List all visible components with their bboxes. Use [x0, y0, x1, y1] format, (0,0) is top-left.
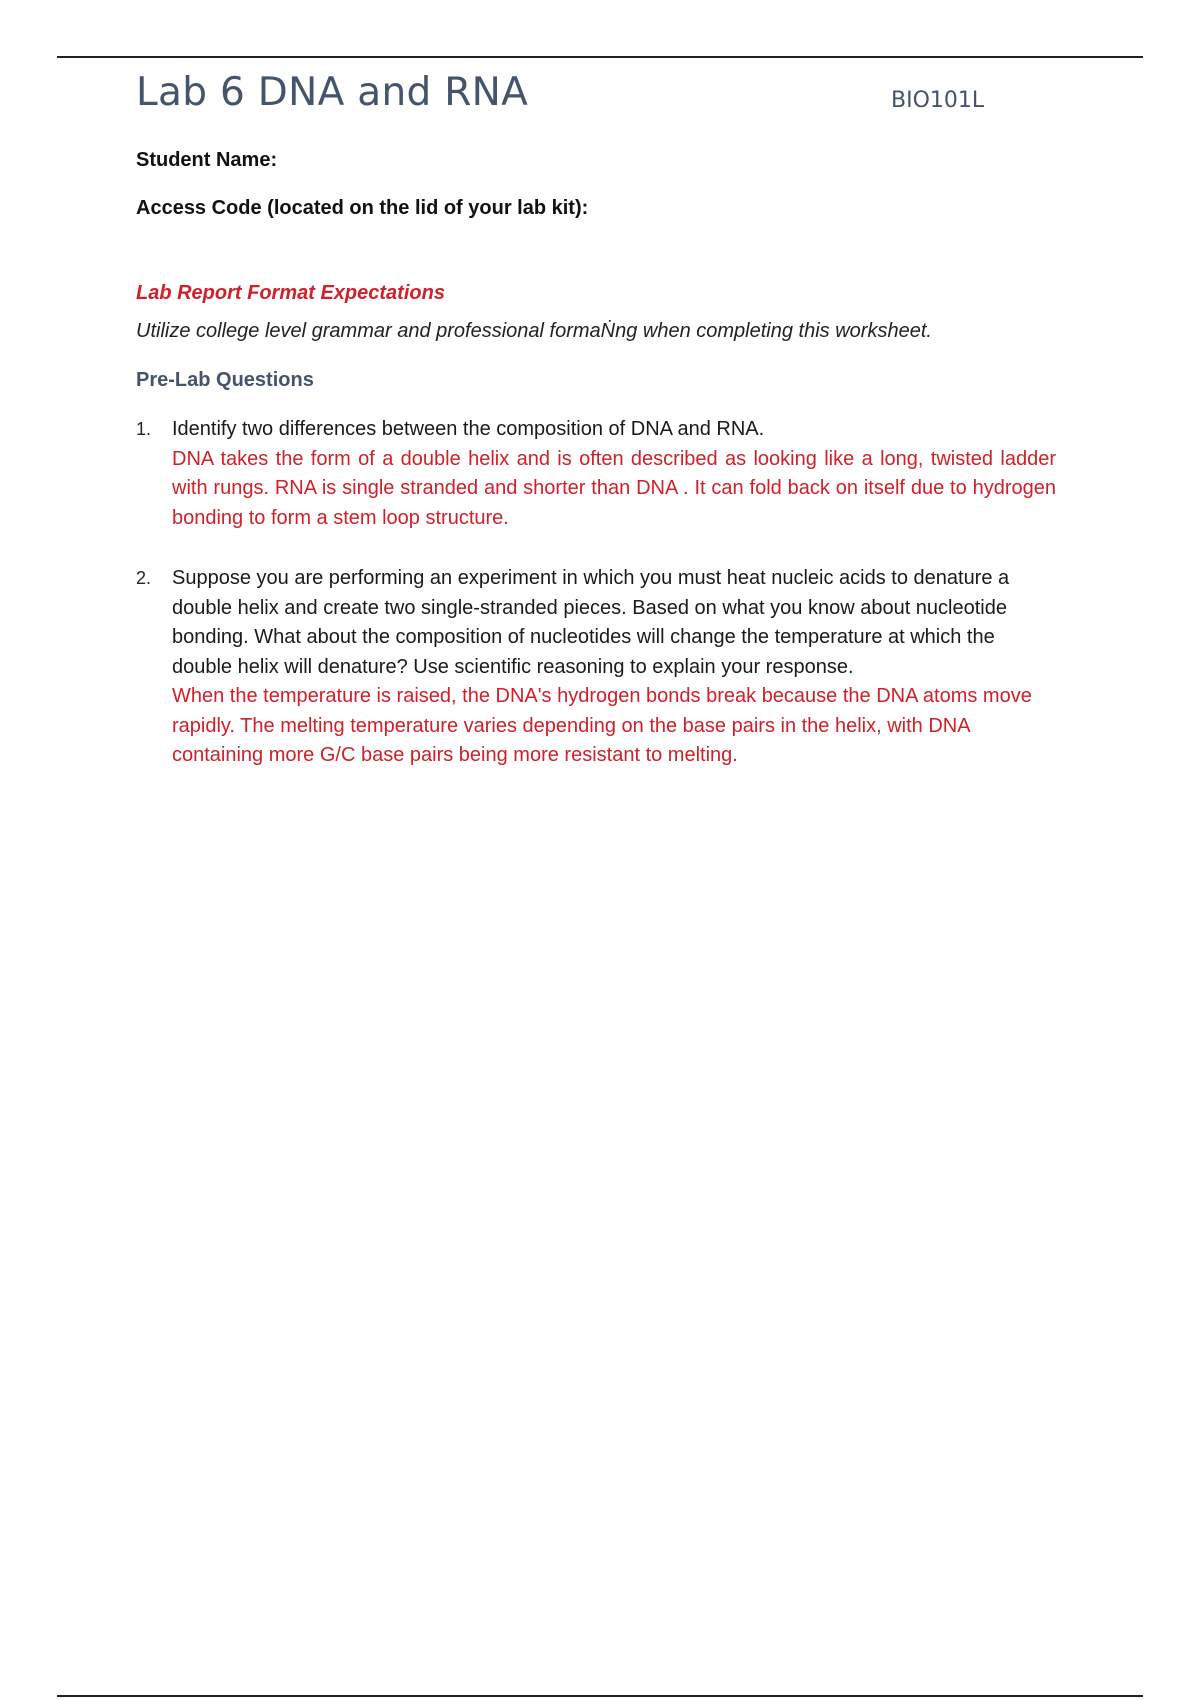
question-body: [172, 415, 1056, 533]
student-name-label: Student Name:: [136, 149, 278, 171]
question-number: 2.: [136, 568, 152, 588]
format-expectations-heading: Lab Report Format Expectations: [136, 282, 445, 304]
footer-rule: [57, 1695, 1143, 1697]
question-item: [136, 415, 1056, 533]
question-number: 1.: [136, 419, 152, 439]
question-item: [136, 564, 1056, 771]
question-answer: When the temperature is raised, the DNA's hydrogen bonds break because the DNA atoms move rapidly. The melting temperature varies depending on the base pairs in the helix, with DNA containing more G/C base pairs being more resistant to melting.: [172, 685, 1032, 766]
question-text: Suppose you are performing an experiment in which you must heat nucleic acids to denature a double helix and create two single-stranded pieces. Based on what you know about nucleotide bonding. What about the composition of nucleotides will change the temperature at which the double helix will denature? Use scientific reasoning to explain your response.: [172, 567, 1010, 678]
access-code-label: Access Code (located on the lid of your lab kit):: [136, 197, 589, 219]
question-answer: DNA takes the form of a double helix and is often described as looking like a long, twisted ladder with rungs. RNA is single stranded and shorter than DNA . It can fold back on itself due to hydrogen bonding to form a stem loop structure.: [172, 447, 1056, 529]
document-title: Lab 6 DNA and RNA: [136, 70, 529, 115]
course-code: BIO101L: [891, 88, 985, 113]
question-text: Identify two differences between the composition of DNA and RNA.: [172, 418, 765, 440]
prelab-questions-heading: Pre-Lab Questions: [136, 369, 314, 391]
header-rule: [57, 56, 1143, 58]
format-expectations-text: Utilize college level grammar and professional formaṄng when completing this worksheet.: [136, 320, 932, 342]
question-body: [172, 564, 1056, 771]
